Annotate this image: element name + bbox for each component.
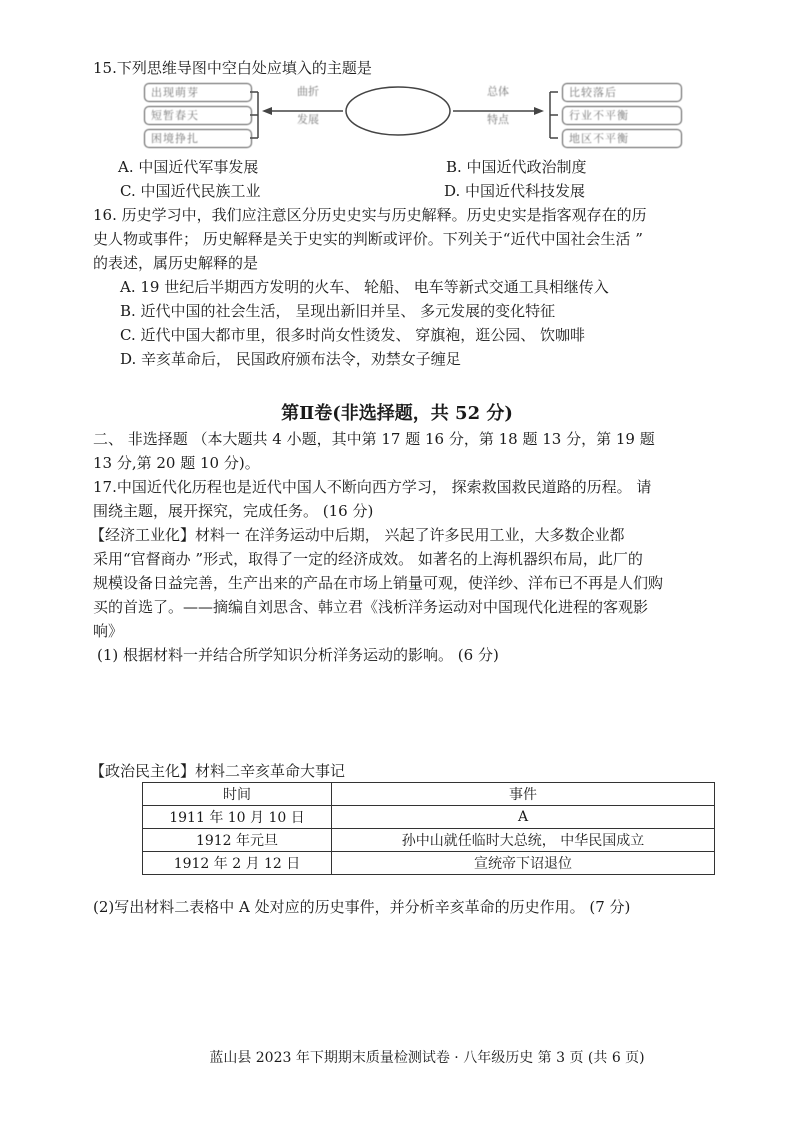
mindmap-figure [138, 80, 698, 150]
mindmap-right-box: 行业不平衡 [562, 106, 682, 125]
q17-material1-line: 采用“官督商办 ”形式，取得了一定的经济成效。 如著名的上海机器织布局，此厂的 [93, 550, 643, 568]
q16-stem-line: 的表述，属历史解释的是 [93, 254, 259, 272]
q15-option-b: B. 中国近代政治制度 [446, 158, 587, 176]
q16-option-a: A. 19 世纪后半期西方发明的火车、 轮船、 电车等新式交通工具相继传入 [120, 278, 609, 296]
q15-option-c: C. 中国近代民族工业 [120, 182, 261, 200]
mindmap-left-box: 困境挣扎 [144, 129, 252, 148]
mindmap-left-box: 短暂春天 [144, 106, 252, 125]
table-header-row [143, 783, 715, 806]
mindmap-left-box: 出现萌芽 [144, 83, 252, 102]
q16-stem-line: 史人物或事件； 历史解释是关于史实的判断或评价。下列关于“近代中国社会生活 ” [93, 230, 643, 248]
table-row [143, 806, 715, 829]
table-cell: 1911 年 10 月 10 日 [143, 806, 332, 829]
table-header: 时间 [143, 783, 332, 806]
q17-material1-line: 规模设备日益完善，生产出来的产品在市场上销量可观，使洋纱、洋布已不再是人们购 [93, 574, 664, 592]
q16-stem-line: 16. 历史学习中，我们应注意区分历史史实与历史解释。历史史实是指客观存在的历 [93, 206, 647, 224]
q17-material2-title: 【政治民主化】材料二辛亥革命大事记 [90, 762, 346, 780]
mindmap-left-label-2: 发展 [297, 113, 319, 126]
mindmap-right-label-2: 特点 [487, 113, 509, 126]
part2-title: 第Ⅱ卷(非选择题，共 52 分) [281, 403, 513, 424]
table-cell: 1912 年 2 月 12 日 [143, 852, 332, 875]
q16-option-d: D. 辛亥革命后， 民国政府颁布法令，劝禁女子缠足 [120, 350, 461, 368]
table-cell: A [332, 806, 715, 829]
mindmap-right-label-1: 总体 [487, 85, 509, 98]
mindmap-right-box: 地区不平衡 [562, 129, 682, 148]
q17-material1-line: 响》 [93, 622, 124, 640]
table-cell: 孙中山就任临时大总统， 中华民国成立 [332, 829, 715, 852]
q15-option-a: A. 中国近代军事发展 [118, 158, 259, 176]
part2-intro-line: 13 分,第 20 题 10 分)。 [93, 454, 260, 472]
table-row [143, 852, 715, 875]
table-row [143, 829, 715, 852]
part2-intro-line: 二、 非选择题 （本大题共 4 小题，其中第 17 题 16 分，第 18 题 13 分，第 19 题 [93, 430, 655, 448]
mindmap-left-label-1: 曲折 [297, 85, 319, 98]
q16-option-c: C. 近代中国大都市里，很多时尚女性烫发、 穿旗袍，逛公园、 饮咖啡 [120, 326, 586, 344]
q17-material1-line: 买的首选了。——摘编自刘思含、韩立君《浅析洋务运动对中国现代化进程的客观影 [93, 598, 649, 616]
q17-task2: (2)写出材料二表格中 A 处对应的历史事件，并分析辛亥革命的历史作用。 (7 分) [93, 898, 631, 916]
q15-option-d: D. 中国近代科技发展 [444, 182, 586, 200]
table-cell: 宣统帝下诏退位 [332, 852, 715, 875]
q17-task1: (1) 根据材料一并结合所学知识分析洋务运动的影响。 (6 分) [97, 646, 499, 664]
q17-material1-line: 【经济工业化】材料一 在洋务运动中后期， 兴起了许多民用工业，大多数企业都 [90, 526, 625, 544]
q15-stem: 15.下列思维导图中空白处应填入的主题是 [93, 59, 372, 77]
page-footer: 蓝山县 2023 年下期期末质量检测试卷 · 八年级历史 第 3 页 (共 6 页) [209, 1050, 645, 1066]
q16-option-b: B. 近代中国的社会生活， 呈现出新旧并呈、 多元发展的变化特征 [120, 302, 556, 320]
table-cell: 1912 年元旦 [143, 829, 332, 852]
q17-stem-line: 围绕主题，展开探究，完成任务。 (16 分) [93, 502, 374, 520]
mindmap-right-box: 比较落后 [562, 83, 682, 102]
events-table [142, 782, 715, 875]
q17-stem-line: 17.中国近代化历程也是近代中国人不断向西方学习， 探索救国救民道路的历程。 请 [93, 478, 652, 496]
table-header: 事件 [332, 783, 715, 806]
